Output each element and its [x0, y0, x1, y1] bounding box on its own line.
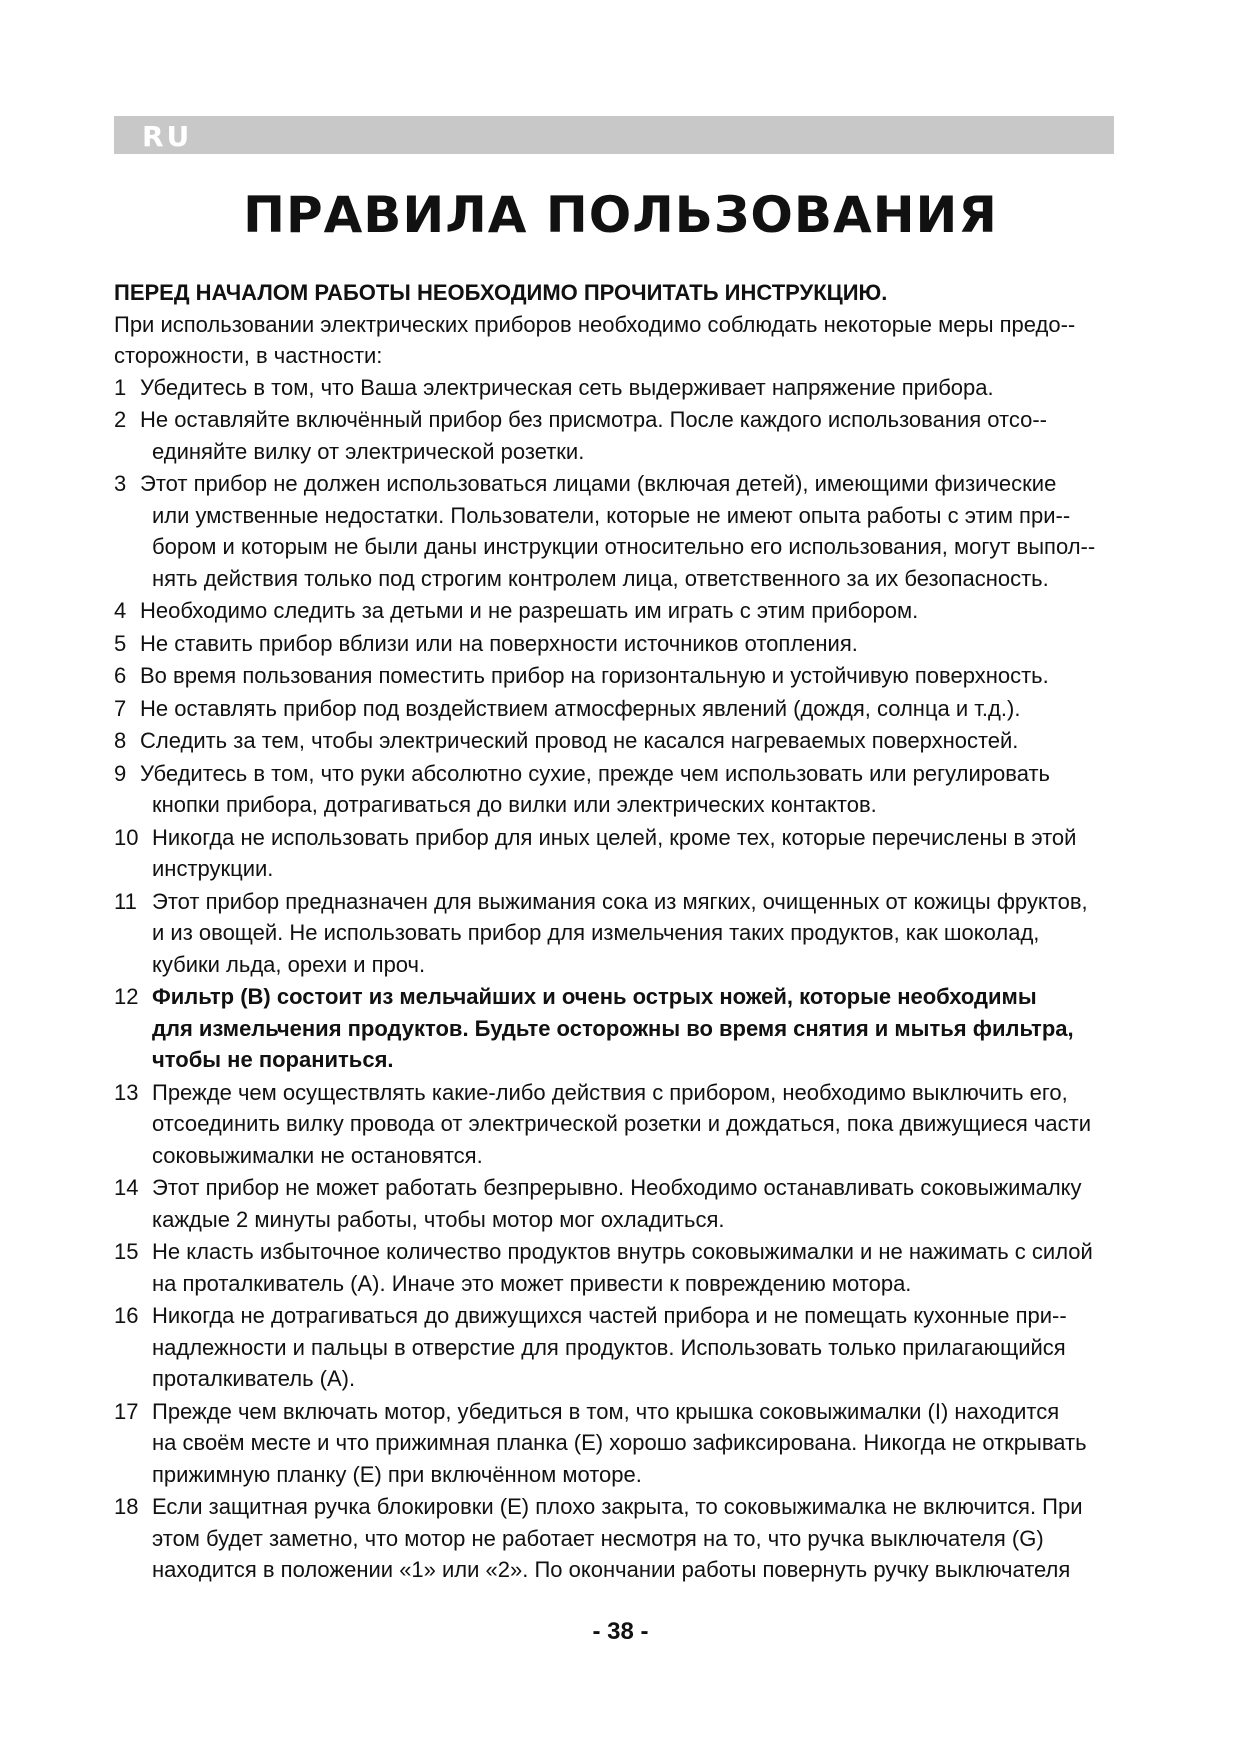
language-bar [114, 116, 1114, 154]
intro-line: При использовании электрических приборов необходимо соблюдать некоторые меры предо-- [114, 311, 1076, 337]
rule-text [152, 981, 1134, 1076]
rules-list [114, 372, 1134, 1586]
rule-item [114, 595, 1134, 627]
rule-item [114, 404, 1134, 467]
rule-item [114, 981, 1134, 1076]
rule-line: инструкции. [152, 856, 274, 881]
rule-number: 5 [114, 630, 127, 656]
rule-line: Во время пользования поместить прибор на горизонтальную и устойчивую поверхность. [140, 663, 1049, 688]
rule-number: 8 [114, 728, 127, 753]
rule-line: прижимную планку (E) при включённом моторе. [152, 1461, 642, 1487]
rule-line: Следить за тем, чтобы электрический провод не касался нагреваемых поверхностей. [140, 728, 1019, 753]
rule-item [114, 822, 1134, 885]
rule-number: 4 [114, 598, 127, 623]
rule-line: Убедитесь в том, что Ваша электрическая сеть выдерживает напряжение прибора. [140, 374, 994, 400]
rule-line: на своём месте и что прижимная планка (E) хорошо зафиксирована. Никогда не открывать [152, 1430, 1087, 1455]
rule-text [140, 725, 1134, 757]
rule-item [114, 1236, 1134, 1299]
rule-text [152, 1491, 1134, 1586]
rule-item [114, 693, 1134, 725]
rule-text [152, 1396, 1134, 1491]
rule-number: 3 [114, 471, 127, 496]
rule-text [140, 660, 1134, 692]
rule-line: Необходимо следить за детьми и не разрешать им играть с этим прибором. [140, 598, 919, 623]
rule-line: Прежде чем включать мотор, убедиться в том, что крышка соковыжималки (I) находится [152, 1398, 1060, 1424]
rule-item [114, 1172, 1134, 1235]
rule-number: 14 [114, 1175, 139, 1200]
rule-number: 17 [114, 1398, 139, 1424]
rule-line: Не ставить прибор вблизи или на поверхности источников отопления. [140, 630, 858, 656]
rule-number: 16 [114, 1303, 139, 1328]
rule-text [140, 595, 1134, 627]
rule-number: 11 [114, 888, 137, 914]
rule-number: 2 [114, 407, 127, 432]
rule-line: Не оставлять прибор под воздействием атмосферных явлений (дождя, солнца и т.д.). [140, 695, 1021, 721]
rule-text [140, 693, 1134, 725]
rule-line: надлежности и пальцы в отверстие для продуктов. Использовать только прилагающийся [152, 1334, 1066, 1360]
rule-text [140, 628, 1134, 660]
rule-line: чтобы не пораниться. [152, 1047, 394, 1072]
rule-number: 15 [114, 1239, 139, 1264]
rule-line: бором и которым не были даны инструкции относительно его использования, могут выпол-- [152, 534, 1096, 559]
rule-text [140, 468, 1134, 594]
rule-line: Прежде чем осуществлять какие-либо действия с прибором, необходимо выключить его, [152, 1079, 1068, 1105]
rule-line: Если защитная ручка блокировки (E) плохо закрыта, то соковыжималка не включится. При [152, 1494, 1083, 1519]
rule-number: 13 [114, 1079, 139, 1105]
rule-text [152, 1236, 1134, 1299]
rule-line: Фильтр (B) состоит из мельчайших и очень острых ножей, которые необходимы [152, 984, 1037, 1009]
rule-number: 6 [114, 663, 127, 688]
rule-line: находится в положении «1» или «2». По окончании работы повернуть ручку выключателя [152, 1557, 1071, 1582]
rule-item [114, 758, 1134, 821]
rule-line: соковыжималки не остановятся. [152, 1142, 483, 1168]
rule-text [140, 758, 1134, 821]
intro-line: сторожности, в частности: [114, 343, 383, 368]
rule-number: 7 [114, 695, 127, 721]
rule-line: Не класть избыточное количество продуктов внутрь соковыжималки и не нажимать с силой [152, 1239, 1093, 1264]
rule-item [114, 372, 1134, 404]
rule-line: Никогда не использовать прибор для иных целей, кроме тех, которые перечислены в этой [152, 824, 1077, 850]
rule-line: отсоединить вилку провода от электрической розетки и дождаться, пока движущиеся части [152, 1111, 1091, 1136]
language-code: RU [142, 120, 193, 153]
rule-text [152, 822, 1134, 885]
rule-item [114, 1491, 1134, 1586]
rule-line: кнопки прибора, дотрагиваться до вилки или электрических контактов. [152, 792, 877, 817]
rule-number: 12 [114, 984, 139, 1009]
rule-number: 10 [114, 824, 139, 850]
rule-item [114, 660, 1134, 692]
rule-line: каждые 2 минуты работы, чтобы мотор мог охладиться. [152, 1206, 725, 1232]
rule-line: единяйте вилку от электрической розетки. [152, 438, 585, 464]
rule-item [114, 1396, 1134, 1491]
rule-line: Не оставляйте включённый прибор без присмотра. После каждого использования отсо-- [140, 407, 1048, 432]
rule-number: 18 [114, 1494, 139, 1519]
rule-item [114, 468, 1134, 594]
rule-text [140, 372, 1134, 404]
rule-text [152, 1172, 1134, 1235]
rule-item [114, 628, 1134, 660]
rule-line: Этот прибор предназначен для выжимания сока из мягких, очищенных от кожицы фруктов, [152, 888, 1088, 914]
rule-line: нять действия только под строгим контролем лица, ответственного за их безопасность. [152, 565, 1049, 591]
rule-line: или умственные недостатки. Пользователи, которые не имеют опыта работы с этим при-- [152, 502, 1071, 528]
document-body [114, 277, 1134, 1587]
rule-text [152, 886, 1134, 981]
rule-number: 1 [114, 374, 127, 400]
rule-line: кубики льда, орехи и проч. [152, 951, 426, 977]
rule-line: этом будет заметно, что мотор не работает несмотря на то, что ручка выключателя (G) [152, 1525, 1044, 1551]
rule-line: и из овощей. Не использовать прибор для измельчения таких продуктов, как шоколад, [152, 920, 1040, 945]
rule-number: 9 [114, 760, 127, 786]
rule-line: Этот прибор не должен использоваться лицами (включая детей), имеющими физические [140, 471, 1057, 496]
rule-line: Убедитесь в том, что руки абсолютно сухие, прежде чем использовать или регулировать [140, 760, 1051, 786]
rule-item [114, 1300, 1134, 1395]
intro-paragraph [114, 309, 1134, 372]
page-number: - 38 - [592, 1618, 649, 1645]
page-title: ПРАВИЛА ПОЛЬЗОВАНИЯ [243, 186, 998, 244]
rule-item [114, 886, 1134, 981]
rule-line: на проталкиватель (A). Иначе это может привести к повреждению мотора. [152, 1270, 912, 1296]
rule-text [140, 404, 1134, 467]
lead-heading: ПЕРЕД НАЧАЛОМ РАБОТЫ НЕОБХОДИМО ПРОЧИТАТЬ ИНСТРУКЦИЮ. [114, 280, 888, 305]
rule-text [152, 1077, 1134, 1172]
rule-item [114, 1077, 1134, 1172]
rule-item [114, 725, 1134, 757]
rule-text [152, 1300, 1134, 1395]
rule-line: проталкиватель (A). [152, 1366, 356, 1391]
rule-line: Никогда не дотрагиваться до движущихся частей прибора и не помещать кухонные при-- [152, 1303, 1067, 1328]
rule-line: для измельчения продуктов. Будьте осторожны во время снятия и мытья фильтра, [152, 1015, 1074, 1041]
rule-line: Этот прибор не может работать безпрерывно. Необходимо останавливать соковыжималку [152, 1175, 1082, 1200]
